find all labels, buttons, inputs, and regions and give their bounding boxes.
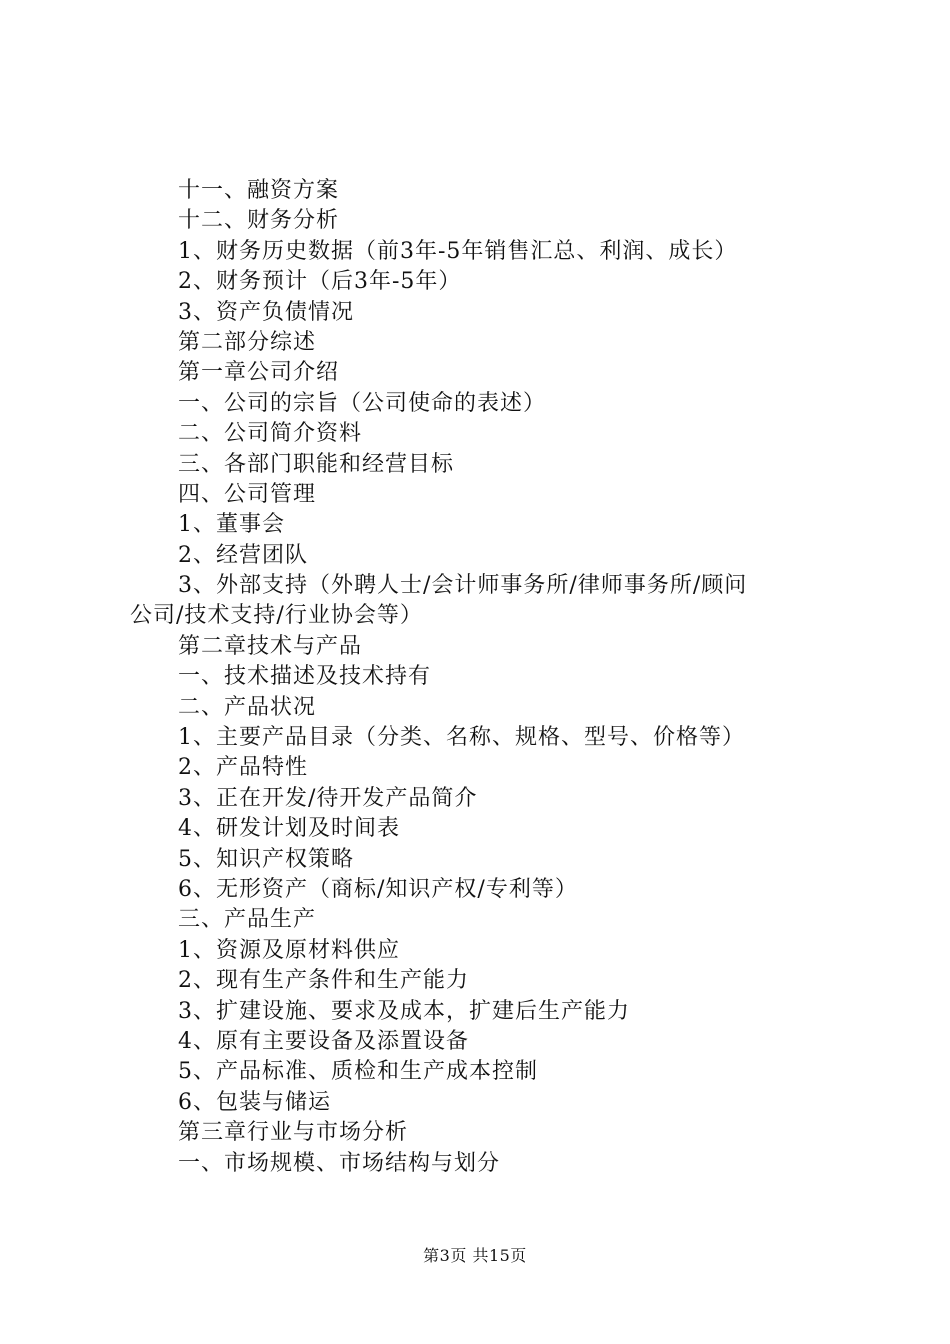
text-line: 3、扩建设施、要求及成本，扩建后生产能力 bbox=[178, 998, 630, 1024]
text-line: 3、外部支持（外聘人士/会计师事务所/律师事务所/顾问 bbox=[178, 573, 748, 599]
text-line: 1、董事会 bbox=[178, 512, 285, 538]
text-line: 5、产品标准、质检和生产成本控制 bbox=[178, 1059, 538, 1085]
text-line: 二、公司简介资料 bbox=[178, 421, 363, 447]
chapter-heading: 第二章技术与产品 bbox=[178, 633, 363, 659]
text-line: 一、公司的宗旨（公司使命的表述） bbox=[178, 390, 547, 416]
chapter-heading: 第一章公司介绍 bbox=[178, 360, 340, 386]
text-line: 一、市场规模、市场结构与划分 bbox=[178, 1150, 501, 1176]
text-line-continuation: 公司/技术支持/行业协会等） bbox=[130, 603, 423, 629]
chapter-heading: 第三章行业与市场分析 bbox=[178, 1120, 409, 1146]
text-line: 2、财务预计（后3年-5年） bbox=[178, 269, 462, 295]
text-line: 3、正在开发/待开发产品简介 bbox=[178, 785, 478, 811]
text-line: 6、包装与储运 bbox=[178, 1089, 331, 1115]
document-body bbox=[130, 176, 840, 1179]
text-line: 1、资源及原材料供应 bbox=[178, 937, 400, 963]
text-line: 5、知识产权策略 bbox=[178, 846, 354, 872]
text-line: 4、研发计划及时间表 bbox=[178, 816, 400, 842]
page-footer: 第3页 共15页 bbox=[423, 1246, 527, 1265]
text-line: 二、产品状况 bbox=[178, 694, 317, 720]
text-line: 2、现有生产条件和生产能力 bbox=[178, 968, 469, 994]
text-line: 2、产品特性 bbox=[178, 755, 308, 781]
text-line: 3、资产负债情况 bbox=[178, 299, 354, 325]
text-line: 一、技术描述及技术持有 bbox=[178, 664, 432, 690]
text-line: 1、主要产品目录（分类、名称、规格、型号、价格等） bbox=[178, 725, 745, 751]
text-line: 2、经营团队 bbox=[178, 542, 308, 568]
text-line: 四、公司管理 bbox=[178, 481, 317, 507]
section-heading: 第二部分综述 bbox=[178, 329, 317, 355]
wrapped-paragraph bbox=[130, 571, 840, 632]
text-line: 6、无形资产（商标/知识产权/专利等） bbox=[178, 876, 578, 902]
text-line: 十一、融资方案 bbox=[178, 178, 340, 203]
text-line: 三、产品生产 bbox=[178, 907, 317, 933]
text-line: 三、各部门职能和经营目标 bbox=[178, 451, 455, 477]
text-line: 1、财务历史数据（前3年-5年销售汇总、利润、成长） bbox=[178, 238, 738, 264]
text-line: 十二、财务分析 bbox=[178, 208, 340, 234]
text-line: 4、原有主要设备及添置设备 bbox=[178, 1028, 469, 1054]
